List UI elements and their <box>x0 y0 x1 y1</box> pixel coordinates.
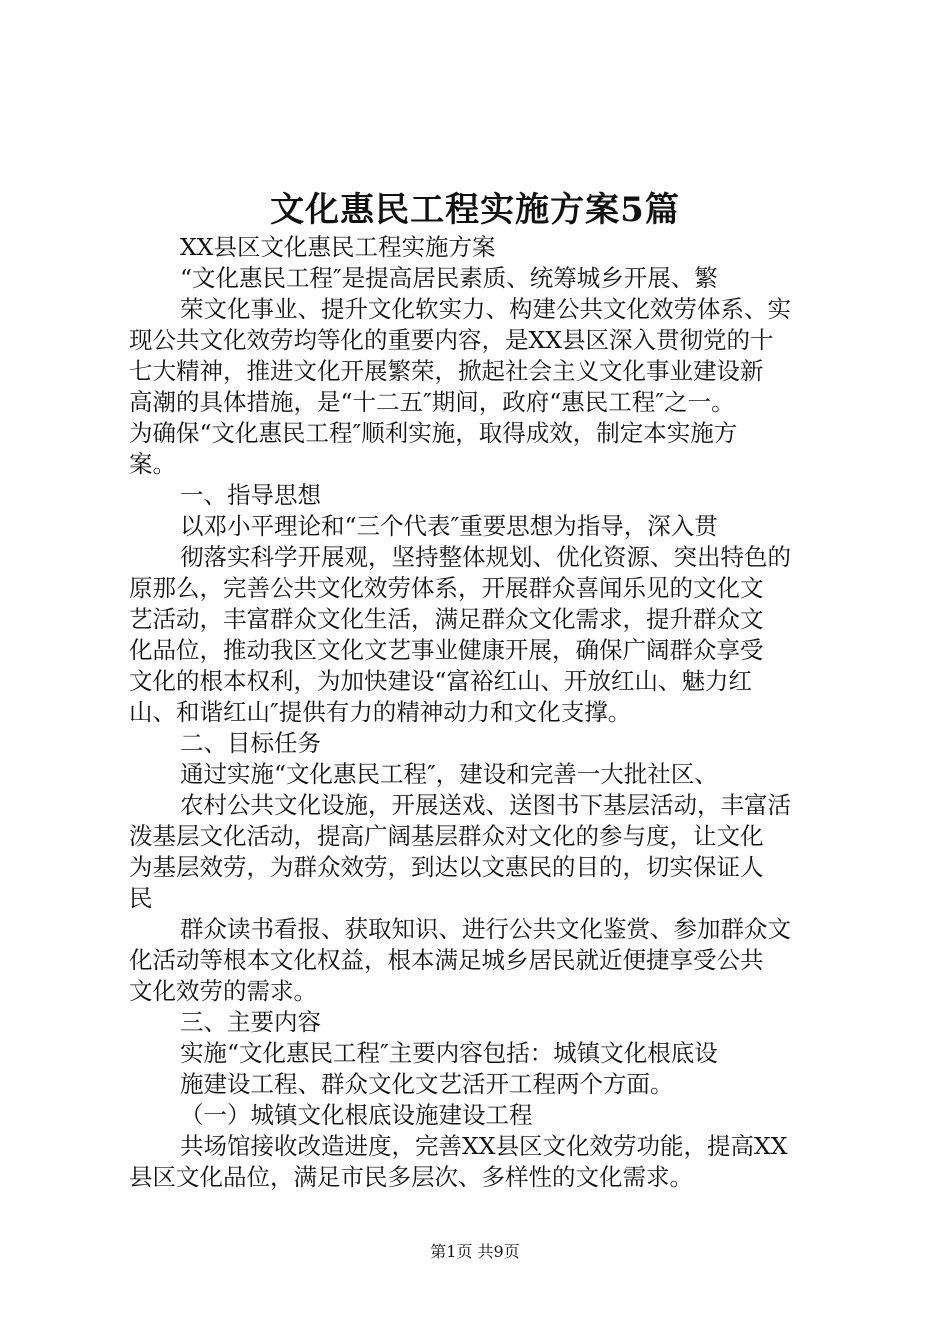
text-line: 七大精神，推进文化开展繁荣，掀起社会主义文化事业建设新 <box>129 357 764 385</box>
text-line: 施建设工程、群众文化文艺活开工程两个方面。 <box>180 1070 674 1098</box>
text-line: 一、指导思想 <box>180 481 321 509</box>
text-line: 为基层效劳，为群众效劳，到达以文惠民的目的，切实保证人 <box>129 853 764 881</box>
text-line: 彻落实科学开展观，坚持整体规划、优化资源、突出特色的 <box>180 543 791 571</box>
text-line: 化品位，推动我区文化文艺事业健康开展，确保广阔群众享受 <box>129 636 764 664</box>
document-body <box>129 232 841 1193</box>
text-line: “文化惠民工程″是提高居民素质、统筹城乡开展、繁 <box>180 264 718 292</box>
text-line: 艺活动，丰富群众文化生活，满足群众文化需求，提升群众文 <box>129 605 764 633</box>
text-line: （一）城镇文化根底设施建设工程 <box>180 1101 533 1129</box>
text-line: XX县区文化惠民工程实施方案 <box>180 233 496 261</box>
text-line: 以邓小平理论和“三个代表″重要思想为指导，深入贯 <box>180 512 718 540</box>
text-line: 县区文化品位，满足市民多层次、多样性的文化需求。 <box>129 1163 693 1191</box>
text-line: 民 <box>129 884 153 912</box>
text-line: 共场馆接收改造进度，完善XX县区文化效劳功能，提高XX <box>180 1132 788 1160</box>
text-line: 荣文化事业、提升文化软实力、构建公共文化效劳体系、实 <box>180 295 791 323</box>
text-line: 案。 <box>129 450 176 478</box>
text-line: 山、和谐红山″提供有力的精神动力和文化支撑。 <box>129 698 632 726</box>
text-line: 原那么，完善公共文化效劳体系，开展群众喜闻乐见的文化文 <box>129 574 764 602</box>
text-line: 文化效劳的需求。 <box>129 977 317 1005</box>
text-line: 农村公共文化设施，开展送戏、送图书下基层活动，丰富活 <box>180 791 791 819</box>
text-line: 高潮的具体措施，是“十二五″期间，政府“惠民工程″之一。 <box>129 388 735 416</box>
text-line: 群众读书看报、获取知识、进行公共文化鉴赏、参加群众文 <box>180 915 791 943</box>
page-footer: 第1页 共9页 <box>430 1242 520 1261</box>
text-line: 化活动等根本文化权益，根本满足城乡居民就近便捷享受公共 <box>129 946 764 974</box>
text-line: 为确保“文化惠民工程″顺利实施，取得成效，制定本实施方 <box>129 419 738 447</box>
text-line: 泼基层文化活动，提高广阔基层群众对文化的参与度，让文化 <box>129 822 764 850</box>
text-line: 通过实施“文化惠民工程″，建设和完善一大批社区、 <box>180 760 718 788</box>
text-line: 现公共文化效劳均等化的重要内容，是XX县区深入贯彻党的十 <box>129 326 774 354</box>
text-line: 文化的根本权利，为加快建设“富裕红山、开放红山、魅力红 <box>129 667 753 695</box>
text-line: 实施“文化惠民工程″主要内容包括：城镇文化根底设 <box>180 1039 718 1067</box>
text-line: 二、目标任务 <box>180 729 321 757</box>
document-title: 文化惠民工程实施方案5篇 <box>270 190 680 230</box>
text-line: 三、主要内容 <box>180 1008 321 1036</box>
